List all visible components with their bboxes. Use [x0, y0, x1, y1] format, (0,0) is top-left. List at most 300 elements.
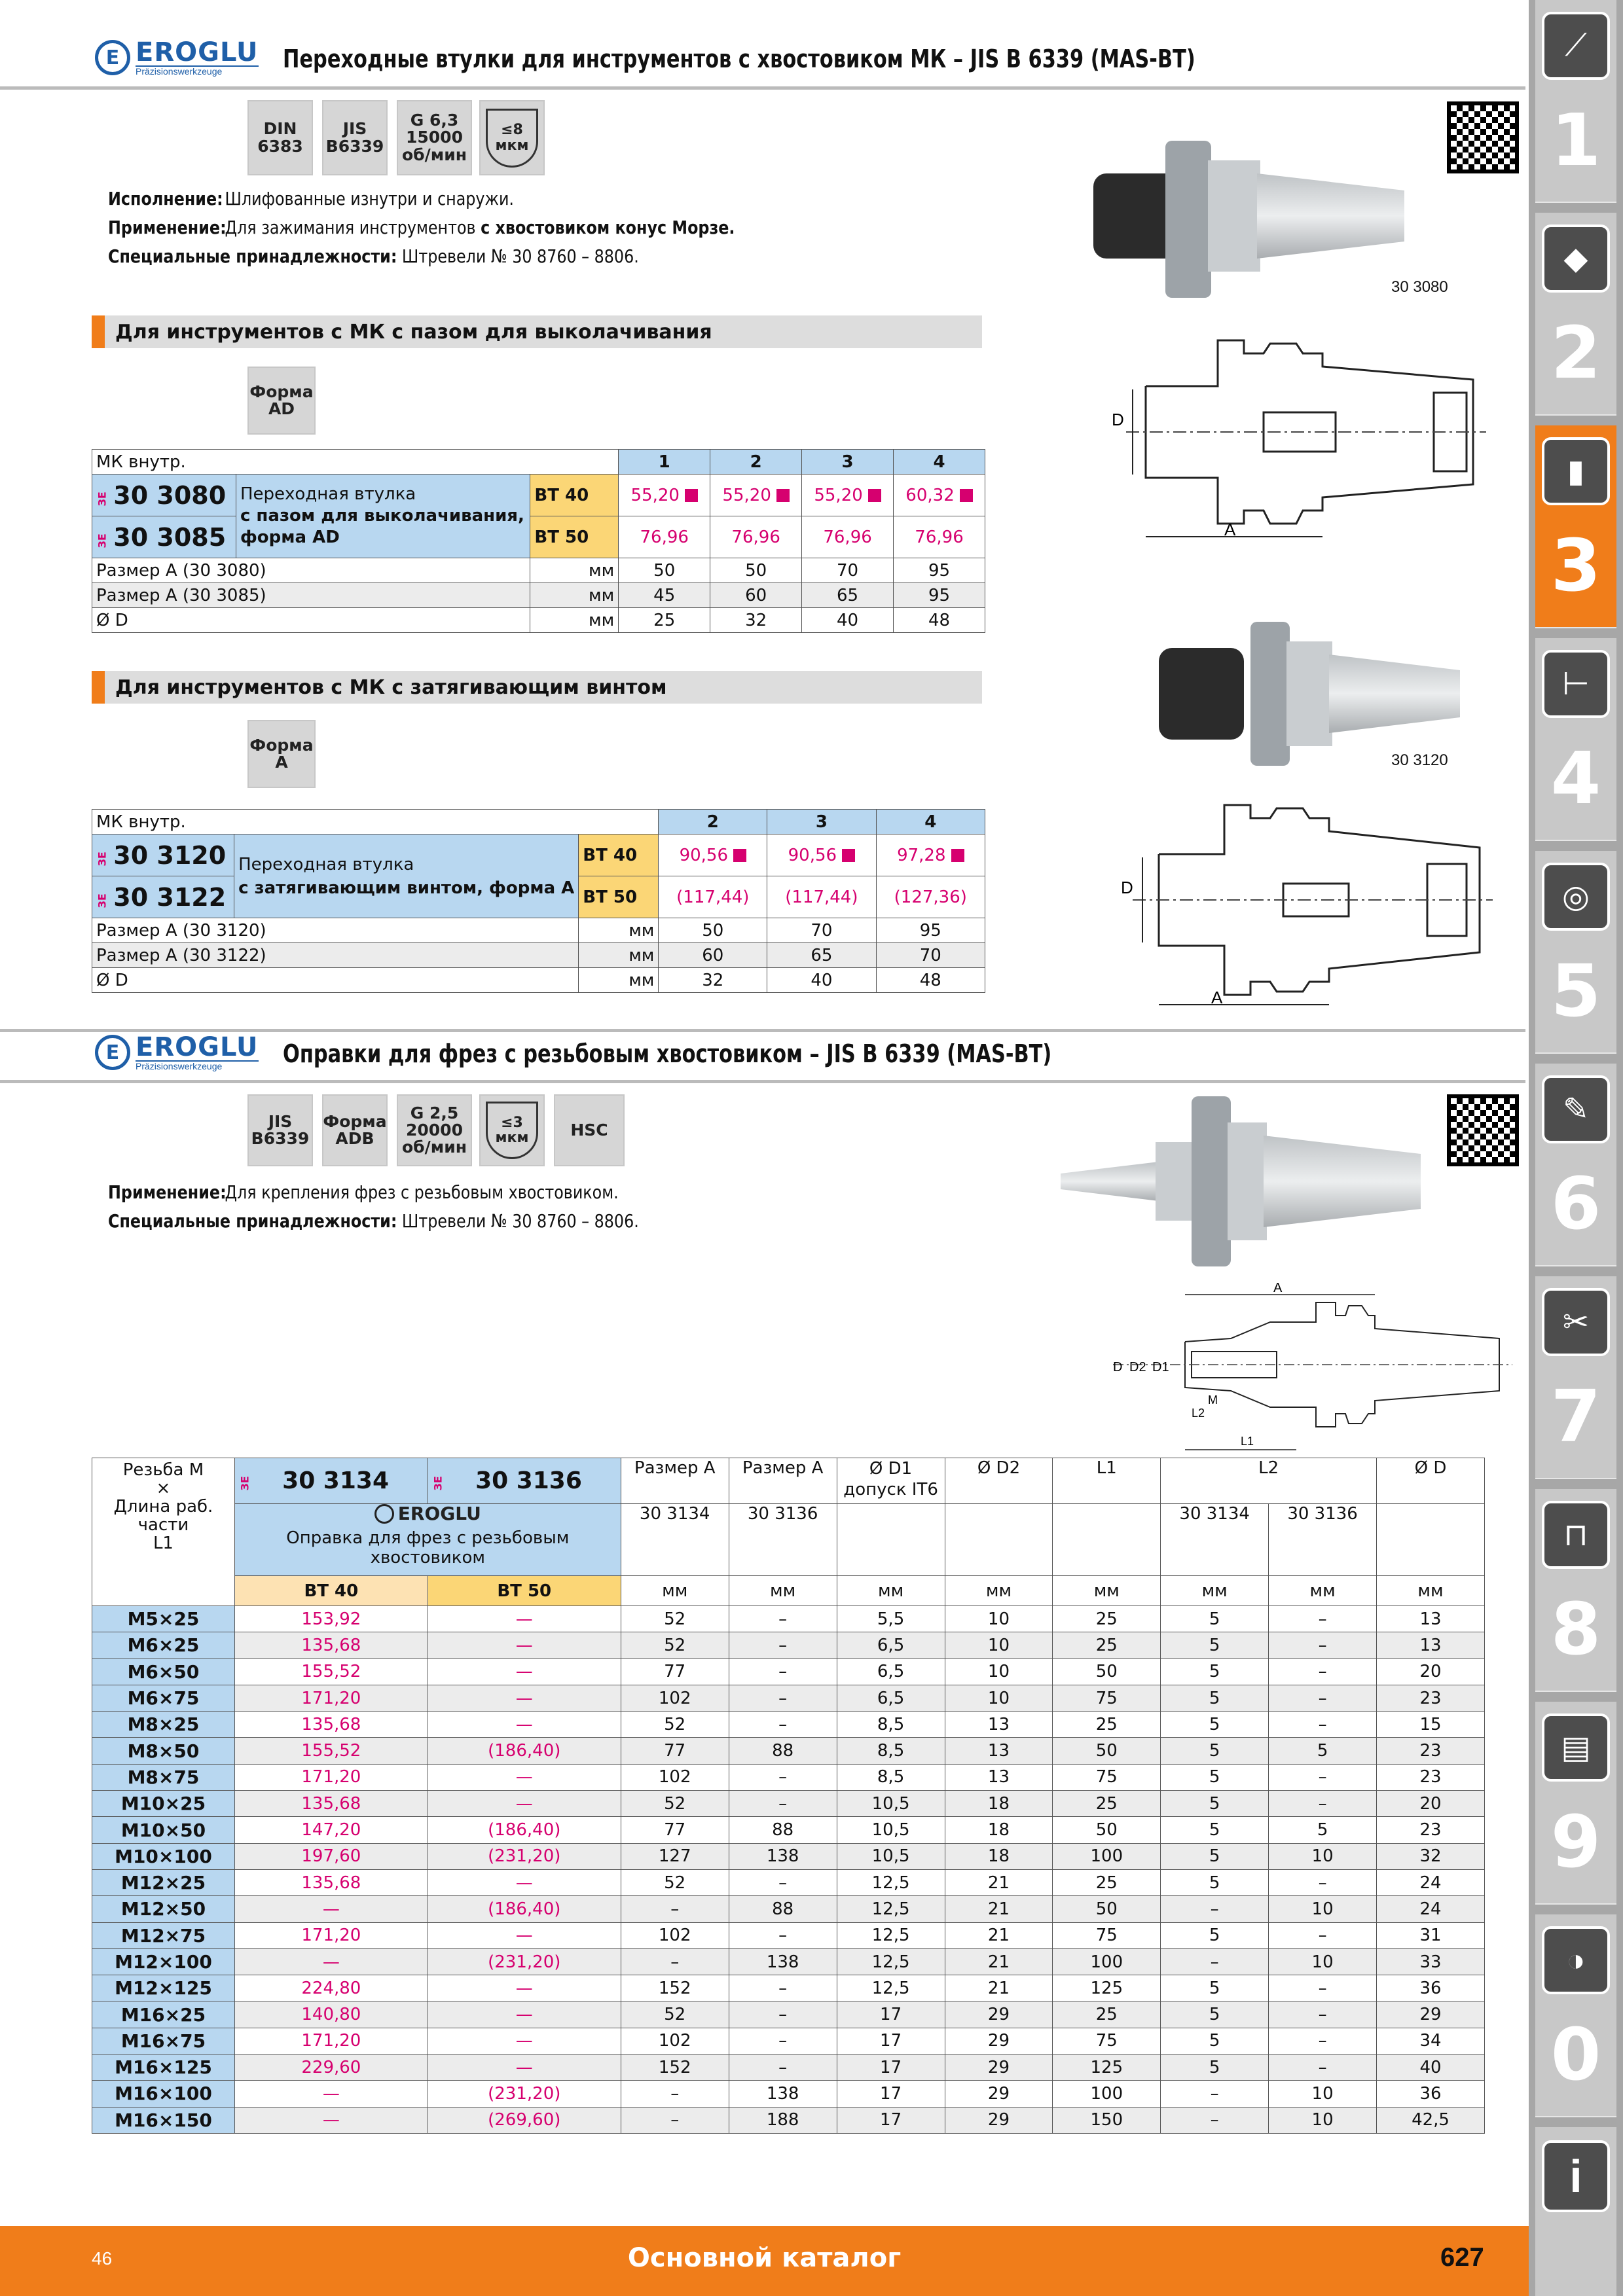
table-cell: 10: [1269, 2107, 1377, 2133]
table-cell: 5: [1161, 1922, 1269, 1948]
chapter-tab-9[interactable]: ▤ 9: [1535, 1702, 1616, 1905]
row-label: Ø D: [92, 968, 579, 993]
table-row: [92, 1738, 1485, 1764]
chapter-tab-5[interactable]: ◎ 5: [1535, 851, 1616, 1054]
price-cell[interactable]: —: [234, 2107, 428, 2133]
table-cell: –: [729, 1975, 837, 2001]
thread-size: M12×125: [92, 1975, 235, 2001]
bt40-label: BT 40: [530, 475, 619, 516]
table-cell: 52: [621, 1606, 729, 1632]
table-row: [92, 2081, 1485, 2107]
price-cell[interactable]: (186,40): [428, 1896, 621, 1922]
table-cell: 29: [945, 2001, 1053, 2028]
table-cell: 24: [1377, 1896, 1485, 1922]
price-cell[interactable]: 135,68: [234, 1632, 428, 1659]
table-cell: 25: [1053, 1791, 1161, 1817]
table-cell: 10: [1269, 1843, 1377, 1869]
unit: мм: [729, 1576, 837, 1606]
small-logo: EROGLU: [374, 1504, 481, 1524]
price-cell[interactable]: 90,56: [659, 834, 767, 876]
table-cell: 75: [1053, 1764, 1161, 1790]
price-cell[interactable]: 76,96: [894, 516, 985, 558]
saw-icon: ◎: [1542, 863, 1610, 931]
dim-label-a: A: [1211, 988, 1223, 1007]
table-cell: –: [1269, 1712, 1377, 1738]
caliper-icon: ⊢: [1542, 650, 1610, 718]
table-cell: 188: [729, 2107, 837, 2133]
order-code-303080[interactable]: ЗЕ 30 3080: [92, 475, 236, 516]
price-cell[interactable]: 90,56: [767, 834, 876, 876]
table-cell: 100: [1053, 1948, 1161, 1975]
price-cell[interactable]: 155,52: [234, 1659, 428, 1685]
cell: 70: [802, 558, 894, 583]
dim-label-d2: D2: [1129, 1360, 1146, 1374]
chapter-tab-7[interactable]: ✂ 7: [1535, 1276, 1616, 1479]
price-cell[interactable]: 55,20: [619, 475, 710, 516]
price-cell[interactable]: —: [428, 2054, 621, 2081]
photo-code-303120: 30 3120: [1391, 751, 1448, 769]
table-cell: 17: [837, 2107, 945, 2133]
subhead: 30 3136: [1269, 1504, 1377, 1576]
badge-form-a: Форма A: [247, 720, 316, 788]
product-photo-303080: [1087, 134, 1440, 304]
header-l2: L2: [1161, 1458, 1377, 1504]
price-cell[interactable]: —: [428, 1685, 621, 1711]
table-cell: 5: [1161, 2028, 1269, 2054]
table-cell: 138: [729, 1843, 837, 1869]
table-cell: 18: [945, 1791, 1053, 1817]
table-cell: 31: [1377, 1922, 1485, 1948]
price-cell[interactable]: 60,32: [894, 475, 985, 516]
thread-size: M16×100: [92, 2081, 235, 2107]
dim-label-d1: D1: [1152, 1360, 1169, 1374]
table-cell: 8,5: [837, 1712, 945, 1738]
price-cell[interactable]: 97,28: [876, 834, 985, 876]
subhead: 30 3134: [1161, 1504, 1269, 1576]
table-cell: 52: [621, 1869, 729, 1895]
price-cell[interactable]: 171,20: [234, 1685, 428, 1711]
price-cell[interactable]: —: [428, 1975, 621, 2001]
wrench-icon: ✎: [1542, 1075, 1610, 1143]
qr-code-2[interactable]: [1447, 1094, 1519, 1166]
thread-size: M6×25: [92, 1632, 235, 1659]
table-cell: 75: [1053, 1922, 1161, 1948]
table-cell: 18: [945, 1843, 1053, 1869]
subhead: 30 3134: [621, 1504, 729, 1576]
table-cell: 5: [1161, 1975, 1269, 2001]
thread-size: M5×25: [92, 1606, 235, 1632]
table-cell: 25: [1053, 1606, 1161, 1632]
table-cell: 20: [1377, 1791, 1485, 1817]
table-cell: –: [729, 1791, 837, 1817]
qr-code-1[interactable]: [1447, 101, 1519, 173]
table-cell: 21: [945, 1896, 1053, 1922]
table-cell: 5: [1161, 1606, 1269, 1632]
price-cell[interactable]: 171,20: [234, 1764, 428, 1790]
subhead: 30 3136: [729, 1504, 837, 1576]
order-code-303134[interactable]: ЗЕ 30 3134: [234, 1458, 428, 1504]
price-cell[interactable]: 224,80: [234, 1975, 428, 2001]
price-cell[interactable]: 76,96: [710, 516, 802, 558]
table-row: [92, 2001, 1485, 2028]
table-cell: –: [1269, 1975, 1377, 2001]
mk-col-2: 2: [710, 450, 802, 475]
price-cell[interactable]: (231,20): [428, 2081, 621, 2107]
table-cell: –: [1161, 2081, 1269, 2107]
table-cell: 77: [621, 1738, 729, 1764]
eroglu-logo: [95, 39, 259, 76]
table-cell: 10,5: [837, 1791, 945, 1817]
table-cell: –: [1269, 1659, 1377, 1685]
table-cell: 34: [1377, 2028, 1485, 2054]
thread-size: M16×125: [92, 2054, 235, 2081]
table-cell: –: [1269, 1606, 1377, 1632]
table-cell: 42,5: [1377, 2107, 1485, 2133]
table-cell: 15: [1377, 1712, 1485, 1738]
table-cell: 25: [1053, 1632, 1161, 1659]
table-cell: 150: [1053, 2107, 1161, 2133]
table-row: [92, 1606, 1485, 1632]
product-description: Переходная втулка с затягивающим винтом, форма A: [234, 834, 579, 918]
table-cell: –: [729, 2001, 837, 2028]
price-cell[interactable]: 76,96: [802, 516, 894, 558]
table-cell: 25: [1053, 1869, 1161, 1895]
badge-jis: JIS B6339: [322, 100, 388, 175]
unit: мм: [1161, 1576, 1269, 1606]
table-cell: 52: [621, 2001, 729, 2028]
table-cell: –: [1161, 2107, 1269, 2133]
table-cell: 13: [945, 1764, 1053, 1790]
price-cell[interactable]: —: [428, 1632, 621, 1659]
table-cell: 5: [1161, 1685, 1269, 1711]
table-cell: 13: [1377, 1632, 1485, 1659]
price-cell[interactable]: —: [428, 2028, 621, 2054]
table-cell: 23: [1377, 1817, 1485, 1843]
price-cell[interactable]: (269,60): [428, 2107, 621, 2133]
section2-title: Оправки для фрез с резьбовым хвостовиком – JIS B 6339 (MAS-BT): [283, 1039, 1052, 1068]
cabinet-icon: ▤: [1542, 1713, 1610, 1782]
row-label: Размер A (30 3085): [92, 583, 530, 608]
arbor-description: EROGLU Оправка для фрез с резьбовым хвостовиком: [234, 1504, 621, 1576]
chapter-tab-4[interactable]: ⊢ 4: [1535, 638, 1616, 841]
mk-col-3: 3: [802, 450, 894, 475]
thread-size: M10×100: [92, 1843, 235, 1869]
table-cell: –: [729, 1659, 837, 1685]
insert-icon: ◆: [1542, 224, 1610, 293]
chapter-tab-3[interactable]: ▮ 3: [1535, 425, 1616, 628]
table-cell: 5: [1269, 1738, 1377, 1764]
price-cell[interactable]: —: [234, 2081, 428, 2107]
price-cell[interactable]: —: [428, 1922, 621, 1948]
table-row: [92, 1869, 1485, 1895]
dim-label-d: D: [1112, 410, 1124, 429]
table-cell: 50: [1053, 1896, 1161, 1922]
unit: мм: [1053, 1576, 1161, 1606]
price-cell[interactable]: 147,20: [234, 1817, 428, 1843]
order-code-303122[interactable]: ЗЕ 30 3122: [92, 876, 234, 918]
price-cell[interactable]: 135,68: [234, 1712, 428, 1738]
table-row: [92, 1975, 1485, 2001]
table-row: [92, 1685, 1485, 1711]
badge-din: DIN 6383: [247, 100, 313, 175]
cell: 45: [619, 583, 710, 608]
table-cell: –: [1269, 2054, 1377, 2081]
cell: 50: [619, 558, 710, 583]
price-cell[interactable]: 140,80: [234, 2001, 428, 2028]
table-cell: 24: [1377, 1869, 1485, 1895]
mk-col-1: 1: [619, 450, 710, 475]
cell: 50: [710, 558, 802, 583]
table-cell: 10: [1269, 1896, 1377, 1922]
table-cell: –: [1269, 1922, 1377, 1948]
table-cell: –: [1269, 2001, 1377, 2028]
thread-size: M8×50: [92, 1738, 235, 1764]
bt40-label: BT 40: [234, 1576, 428, 1606]
table-cell: 12,5: [837, 1896, 945, 1922]
chapter-tab-info[interactable]: [1535, 2127, 1616, 2296]
badge-runout: [479, 100, 545, 175]
table-cell: 13: [945, 1738, 1053, 1764]
chapter-tab-2[interactable]: ◆ 2: [1535, 213, 1616, 416]
table-cell: 8,5: [837, 1738, 945, 1764]
table-row: [92, 2028, 1485, 2054]
footer: [0, 2226, 1529, 2296]
unit: мм: [579, 918, 659, 943]
table-cell: –: [1269, 1869, 1377, 1895]
bt50-label: BT 50: [428, 1576, 621, 1606]
unit: мм: [579, 968, 659, 993]
unit: мм: [1377, 1576, 1485, 1606]
info-icon: i: [1542, 2140, 1610, 2212]
page-number-left: 46: [92, 2248, 113, 2269]
table-cell: 50: [1053, 1738, 1161, 1764]
badge-form-adb: Форма ADB: [322, 1094, 388, 1166]
badge-jis: JIS B6339: [247, 1094, 313, 1166]
price-cell[interactable]: 155,52: [234, 1738, 428, 1764]
badge-hsc: HSC: [554, 1094, 625, 1166]
chapter-tab-1[interactable]: ⟋ 1: [1535, 0, 1616, 203]
dim-label-a: A: [1273, 1281, 1283, 1295]
price-cell[interactable]: —: [428, 1791, 621, 1817]
table-row: [92, 1843, 1485, 1869]
logo-subtext: Präzisionswerkzeuge: [136, 65, 259, 76]
price-cell[interactable]: —: [234, 1948, 428, 1975]
table-cell: 23: [1377, 1764, 1485, 1790]
section1-title: Переходные втулки для инструментов с хвостовиком МК – JIS B 6339 (MAS-BT): [283, 45, 1195, 73]
table-cell: 29: [945, 2028, 1053, 2054]
info-accessories: Специальные принадлежности: Штревели № 30 8760 – 8806.: [108, 1210, 639, 1232]
thread-size: M12×25: [92, 1869, 235, 1895]
price-cell[interactable]: 171,20: [234, 2028, 428, 2054]
table-cell: 12,5: [837, 1922, 945, 1948]
table-cell: –: [1161, 1896, 1269, 1922]
price-cell[interactable]: 229,60: [234, 2054, 428, 2081]
table-cell: –: [729, 1712, 837, 1738]
table-cell: 29: [945, 2081, 1053, 2107]
price-cell[interactable]: —: [428, 1659, 621, 1685]
table-cell: 13: [1377, 1606, 1485, 1632]
table-cell: –: [1269, 1791, 1377, 1817]
table-row: [92, 1712, 1485, 1738]
cell: 65: [802, 583, 894, 608]
thread-size: M10×25: [92, 1791, 235, 1817]
table-row: [92, 1948, 1485, 1975]
table-cell: 29: [945, 2054, 1053, 2081]
dim-label-d: D: [1113, 1360, 1123, 1374]
table-cell: 88: [729, 1896, 837, 1922]
catalog-title: Основной каталог: [627, 2243, 902, 2273]
table-cell: –: [729, 2054, 837, 2081]
order-code-303085[interactable]: ЗЕ 30 3085: [92, 516, 236, 558]
table-cell: 100: [1053, 1843, 1161, 1869]
cell: 95: [894, 583, 985, 608]
chapter-tab-8[interactable]: ⊓ 8: [1535, 1489, 1616, 1692]
price-cell[interactable]: —: [428, 1869, 621, 1895]
thread-size: M8×25: [92, 1712, 235, 1738]
price-cell[interactable]: 135,68: [234, 1791, 428, 1817]
price-cell[interactable]: (231,20): [428, 1843, 621, 1869]
price-cell[interactable]: —: [428, 1764, 621, 1790]
cell: 95: [876, 918, 985, 943]
table-cell: 5: [1161, 1764, 1269, 1790]
table-cell: 12,5: [837, 1948, 945, 1975]
table-cell: 5: [1161, 1869, 1269, 1895]
table-cell: –: [729, 1606, 837, 1632]
price-cell[interactable]: —: [428, 1712, 621, 1738]
table-cell: 21: [945, 1975, 1053, 2001]
price-cell[interactable]: 171,20: [234, 1922, 428, 1948]
price-cell[interactable]: 135,68: [234, 1869, 428, 1895]
thread-size: M6×75: [92, 1685, 235, 1711]
table-cell: 18: [945, 1817, 1053, 1843]
table-row: [92, 1896, 1485, 1922]
price-cell[interactable]: (186,40): [428, 1817, 621, 1843]
pliers-icon: ✂: [1542, 1288, 1610, 1356]
price-cell[interactable]: —: [234, 1896, 428, 1922]
price-cell[interactable]: 55,20: [802, 475, 894, 516]
table-row: [92, 1632, 1485, 1659]
price-cell[interactable]: —: [428, 1606, 621, 1632]
table-cell: 10: [945, 1659, 1053, 1685]
table-cell: 40: [1377, 2054, 1485, 2081]
table-cell: 5: [1161, 2054, 1269, 2081]
unit: мм: [621, 1576, 729, 1606]
table-cell: –: [729, 1922, 837, 1948]
mk-col-3: 3: [767, 810, 876, 834]
price-cell[interactable]: —: [428, 2001, 621, 2028]
header-d2: Ø D2: [945, 1458, 1053, 1504]
thread-size: M16×25: [92, 2001, 235, 2028]
table-cell: 52: [621, 1712, 729, 1738]
header-mk: МК внутр.: [92, 450, 619, 475]
price-cell[interactable]: (127,36): [876, 876, 985, 918]
cell: 95: [894, 558, 985, 583]
table-cell: 5: [1161, 1738, 1269, 1764]
table-cell: 10,5: [837, 1843, 945, 1869]
cell: 50: [659, 918, 767, 943]
table-cell: 138: [729, 1948, 837, 1975]
table-cell: 50: [1053, 1817, 1161, 1843]
table-row: [92, 2054, 1485, 2081]
table-cell: 138: [729, 2081, 837, 2107]
table-cell: 88: [729, 1817, 837, 1843]
price-cell[interactable]: (186,40): [428, 1738, 621, 1764]
table-cell: 17: [837, 2028, 945, 2054]
table-cell: 20: [1377, 1659, 1485, 1685]
chapter-tab-6[interactable]: ✎ 6: [1535, 1064, 1616, 1266]
table-cell: 77: [621, 1817, 729, 1843]
header-size-a2: Размер A: [729, 1458, 837, 1504]
table-cell: –: [621, 2081, 729, 2107]
table-cell: 6,5: [837, 1632, 945, 1659]
table-cell: 6,5: [837, 1659, 945, 1685]
chuck-icon: ▮: [1542, 437, 1610, 505]
cell: 48: [894, 608, 985, 633]
table-cell: 23: [1377, 1738, 1485, 1764]
badge-balance: G 2,5 20000 об/мин: [397, 1094, 472, 1166]
order-code-303136[interactable]: ЗЕ 30 3136: [428, 1458, 621, 1504]
mk-col-4: 4: [894, 450, 985, 475]
price-cell[interactable]: 197,60: [234, 1843, 428, 1869]
table-row: [92, 1791, 1485, 1817]
table-cell: –: [729, 1764, 837, 1790]
thread-size: M12×75: [92, 1922, 235, 1948]
info-application: Применение: Для крепления фрез с резьбовым хвостовиком.: [108, 1181, 619, 1203]
price-cell[interactable]: (117,44): [767, 876, 876, 918]
table-cell: –: [729, 1685, 837, 1711]
thread-size: M16×150: [92, 2107, 235, 2133]
table-cell: 102: [621, 1685, 729, 1711]
table-cell: 102: [621, 1764, 729, 1790]
subsection2-bar: Для инструментов с МК с затягивающим винтом: [92, 671, 982, 704]
table-cell: 12,5: [837, 1869, 945, 1895]
table-cell: 75: [1053, 1685, 1161, 1711]
price-cell[interactable]: 76,96: [619, 516, 710, 558]
info-accessories: Специальные принадлежности: Штревели № 30 8760 – 8806.: [108, 245, 639, 267]
price-cell[interactable]: 153,92: [234, 1606, 428, 1632]
table-cell: 52: [621, 1632, 729, 1659]
header-d: Ø D: [1377, 1458, 1485, 1504]
row-label: Ø D: [92, 608, 530, 633]
table-cell: 5: [1269, 1817, 1377, 1843]
price-cell[interactable]: (231,20): [428, 1948, 621, 1975]
order-code-303120[interactable]: ЗЕ 30 3120: [92, 834, 234, 876]
thread-size: M10×50: [92, 1817, 235, 1843]
product-photo-303134: [1061, 1096, 1427, 1266]
thread-size: M12×50: [92, 1896, 235, 1922]
dim-label-l1: L1: [1241, 1435, 1254, 1448]
table-cell: 21: [945, 1922, 1053, 1948]
price-cell[interactable]: (117,44): [659, 876, 767, 918]
unit: мм: [945, 1576, 1053, 1606]
chapter-tab-0[interactable]: ◑ 0: [1535, 1914, 1616, 2117]
cell: 60: [710, 583, 802, 608]
header-d1: Ø D1 допуск IT6: [837, 1458, 945, 1504]
header-l1: L1: [1053, 1458, 1161, 1504]
price-cell[interactable]: 55,20: [710, 475, 802, 516]
table-cell: 10: [1269, 1948, 1377, 1975]
unit: мм: [530, 608, 619, 633]
cell: 40: [767, 968, 876, 993]
table-cell: 5: [1161, 1659, 1269, 1685]
cell: 25: [619, 608, 710, 633]
header-divider: [0, 86, 1525, 90]
table-cell: 29: [1377, 2001, 1485, 2028]
table-cell: 29: [945, 2107, 1053, 2133]
table-cell: 102: [621, 2028, 729, 2054]
runout-icon: ≤8 мкм: [486, 109, 538, 168]
technical-drawing-1: [1106, 327, 1499, 550]
